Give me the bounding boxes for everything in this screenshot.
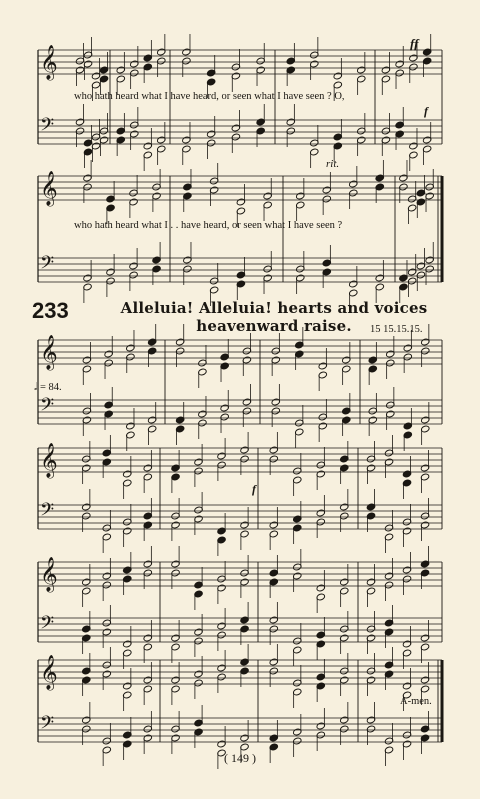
- treble-clef: 𝄞: [40, 443, 58, 478]
- bass-clef: 𝄢: [40, 115, 55, 140]
- hymn-title: Alleluia! Alleluia! hearts and voices heavenward raise.: [120, 299, 428, 335]
- treble-clef: 𝄞: [40, 655, 58, 690]
- lyric-line-2: who hath heard what I . . have heard, or seen what I have seen ?: [74, 220, 343, 231]
- bass-clef: 𝄢: [40, 613, 55, 638]
- bass-clef: 𝄢: [40, 253, 55, 278]
- treble-clef: 𝄞: [40, 335, 58, 370]
- bass-clef: 𝄢: [40, 500, 55, 525]
- hymn-meter: 15 15.15.15.: [370, 324, 423, 335]
- dynamic-f: f: [424, 104, 428, 118]
- bass-clef: 𝄢: [40, 713, 55, 738]
- treble-clef: 𝄞: [40, 557, 58, 592]
- dynamic-ff: ff: [410, 36, 419, 51]
- ritardando-mark: rit.: [326, 158, 340, 170]
- treble-clef: 𝄞: [40, 45, 58, 80]
- treble-clef: 𝄞: [40, 171, 58, 206]
- tempo-marking: 𝅗𝅥 = 84.: [34, 382, 62, 393]
- amen-text: A-men.: [400, 696, 432, 707]
- page-number: ( 149 ): [224, 751, 256, 765]
- bass-clef: 𝄢: [40, 395, 55, 420]
- dynamic-f-system2: f: [252, 482, 256, 496]
- lyric-line-1: who hath heard what I have heard, or seen what I have seen ? O,: [74, 91, 345, 102]
- hymn-number: 233: [32, 298, 69, 323]
